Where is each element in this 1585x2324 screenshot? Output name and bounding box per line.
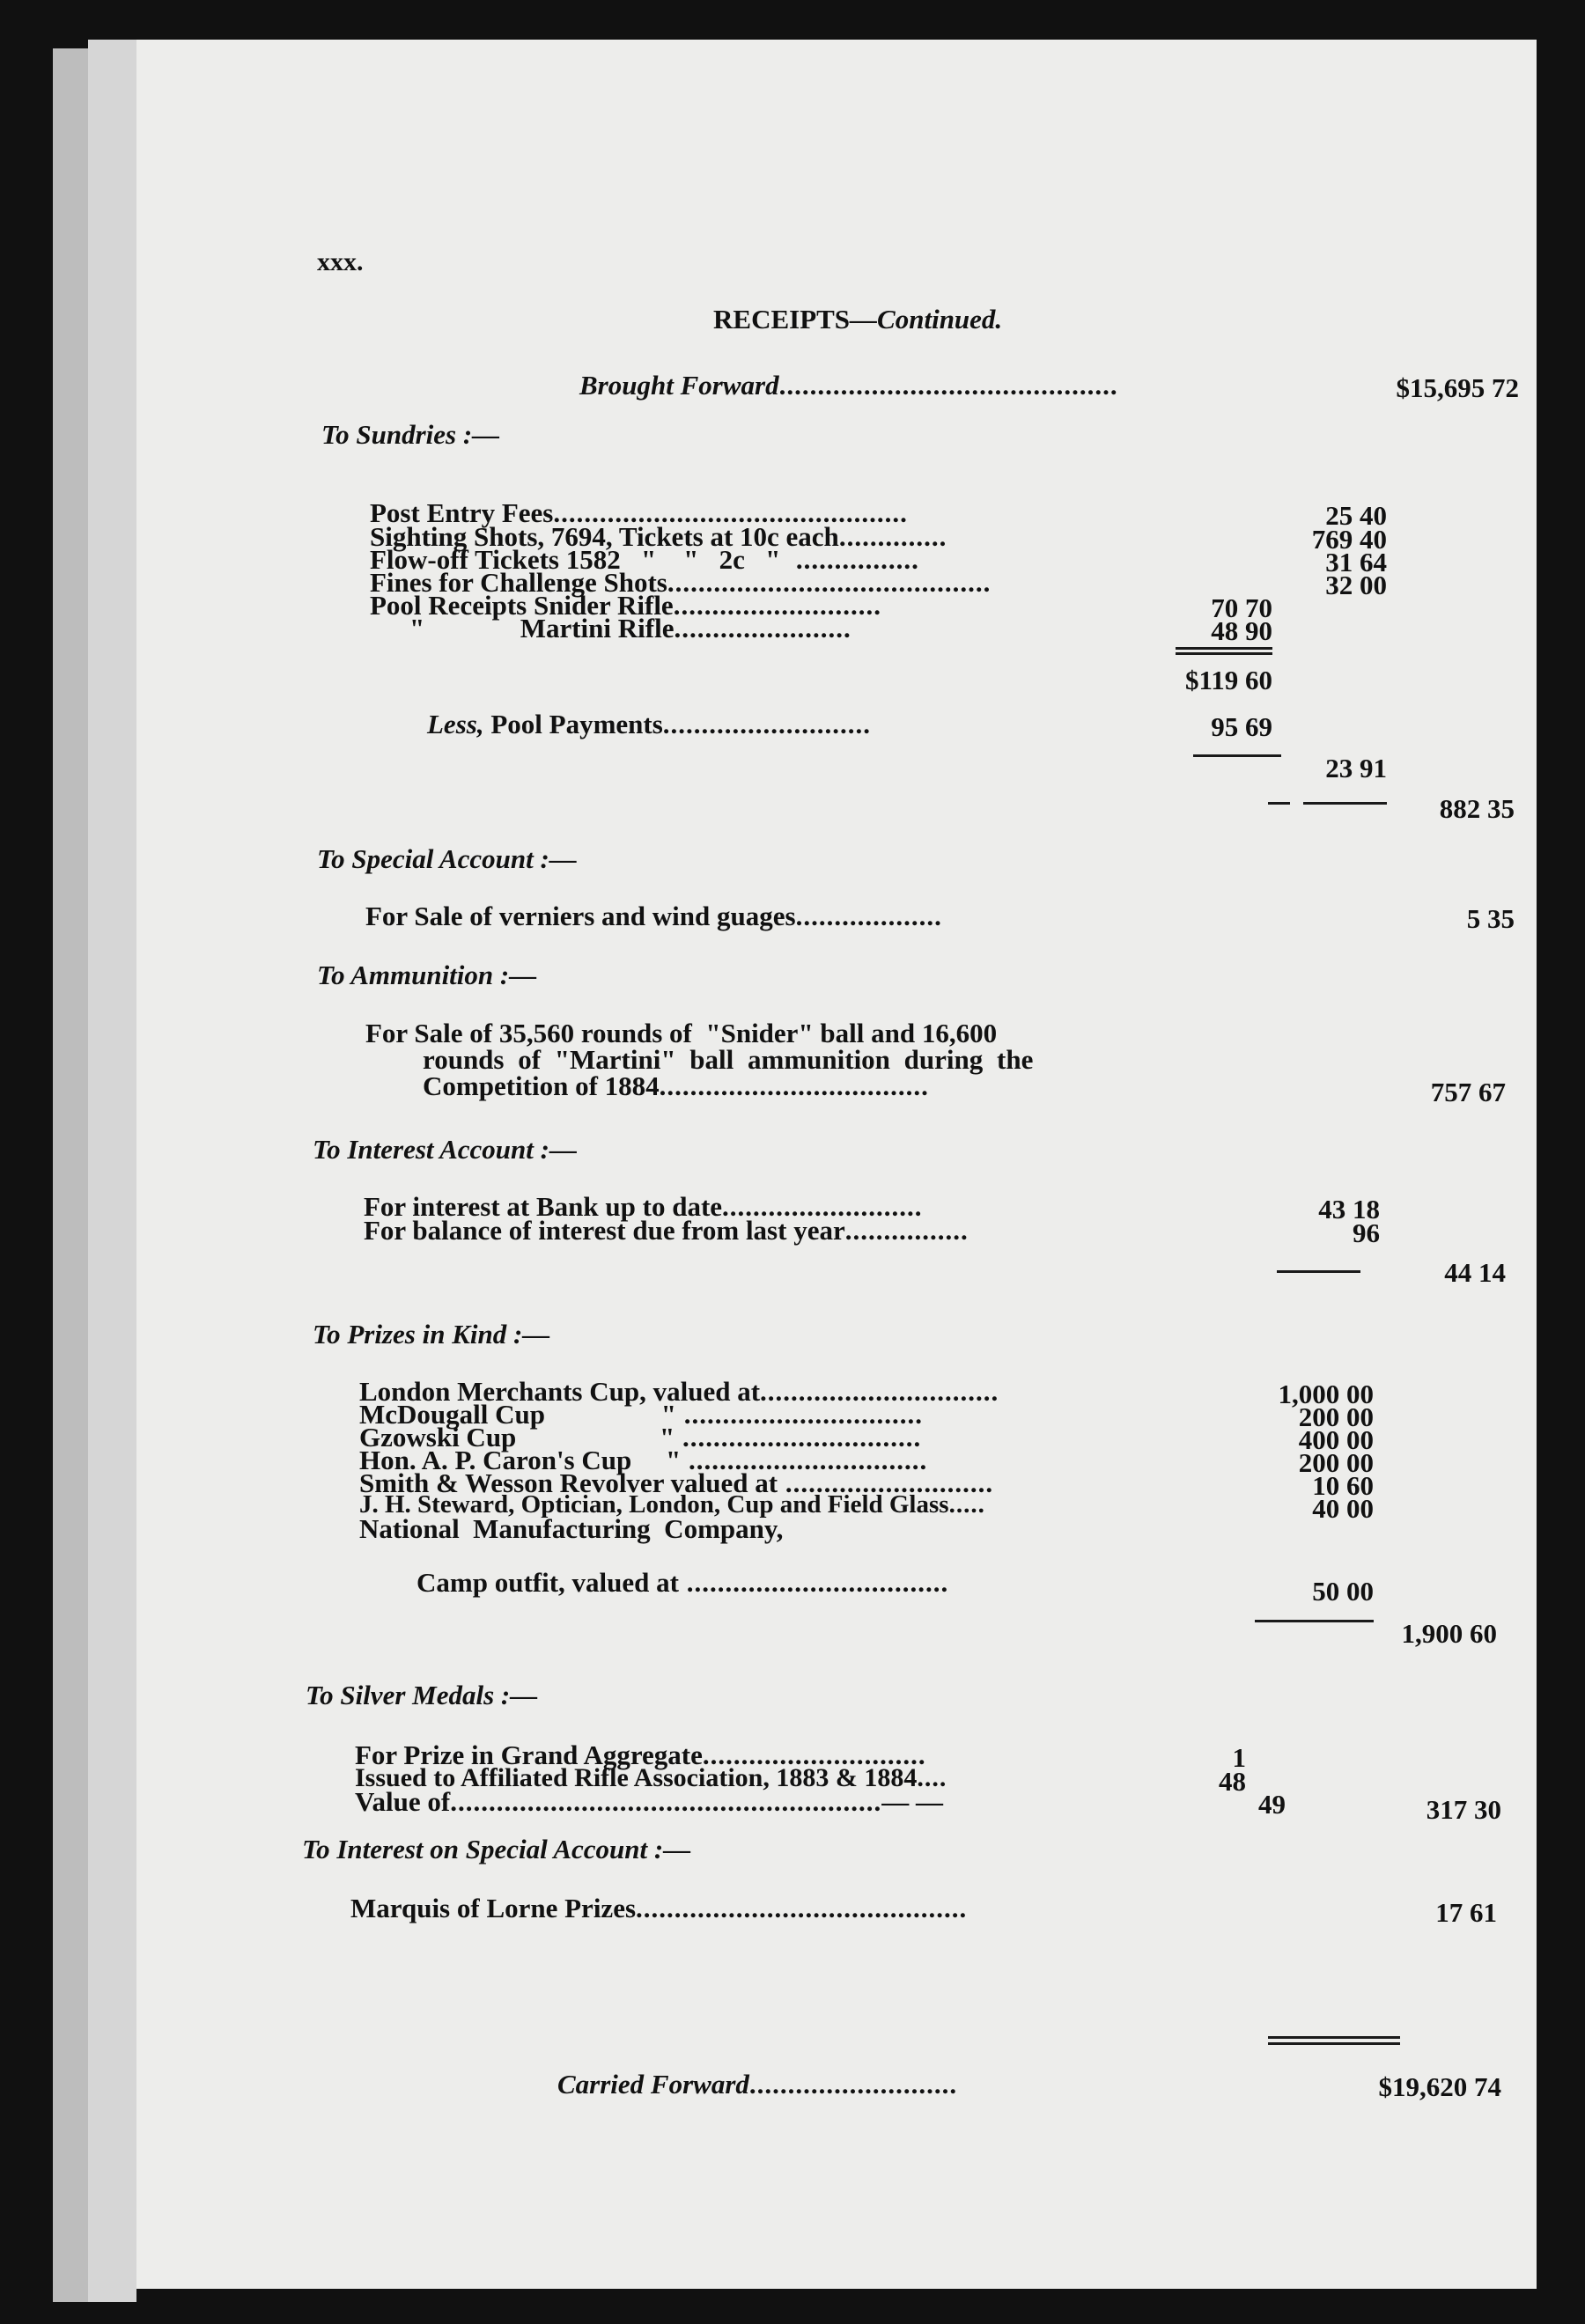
carried-forward-label: Carried Forward [557, 2069, 749, 2100]
line-label: Sighting Shots, 7694, Tickets at 10c each [370, 521, 839, 552]
line-label: Post Entry Fees [370, 497, 554, 528]
prize-amount: 50 00 [1312, 1576, 1374, 1607]
dot-leader: ................ [844, 1215, 969, 1246]
dot-leader: ................................... [659, 1070, 929, 1101]
sundries-mid-amount: 32 00 [1325, 570, 1387, 600]
line-label: Fines for Challenge Shots [370, 567, 667, 598]
sundries-total: 882 35 [1439, 793, 1515, 824]
dot-leader: ............................................ [778, 370, 1118, 401]
interest-mid-amount: 43 18 [1318, 1194, 1380, 1225]
prize-amount: 1,000 00 [1278, 1379, 1374, 1409]
sundries-net: 23 91 [1325, 753, 1387, 783]
sum-rule [1255, 1620, 1374, 1622]
brought-forward-amount: $15,695 72 [1396, 372, 1519, 403]
dot-leader: .............................................. [553, 497, 908, 528]
prize-amount: 200 00 [1298, 1447, 1374, 1478]
special-account-heading: To Special Account :— [317, 843, 577, 874]
less-line [427, 710, 871, 738]
line-label: National Manufacturing Company, [359, 1513, 784, 1544]
dot-leader: .............. [838, 521, 947, 552]
line-label: For balance of interest due from last year [364, 1215, 845, 1246]
dot-leader: ........................... [778, 1467, 994, 1498]
medal-value-line [355, 1788, 943, 1815]
prizes-in-kind-heading: To Prizes in Kind :— [313, 1319, 550, 1350]
line-label: " Martini Rifle [409, 613, 675, 644]
prize-line [417, 1569, 948, 1596]
dot-leader: ....................... [674, 613, 851, 644]
ammunition-line: rounds of "Martini" ball ammunition during the [423, 1044, 1034, 1075]
dot-leader: ............................... [760, 1376, 999, 1407]
interest-line [364, 1217, 969, 1244]
sundries-inner-amount: 70 70 [1211, 592, 1272, 623]
sundries-inner-amount: 48 90 [1211, 615, 1272, 646]
dot-leader: .......................... [722, 1191, 923, 1222]
sundries-mid-amount: 25 40 [1325, 500, 1387, 531]
prize-amount: 40 00 [1312, 1493, 1374, 1524]
pool-total: $119 60 [1184, 665, 1272, 695]
brought-forward-line [579, 371, 1118, 399]
document-page [136, 40, 1537, 2289]
dot-leader: ............................... [675, 1422, 922, 1452]
interest-special-heading: To Interest on Special Account :— [302, 1834, 691, 1864]
medal-count: 48 [1219, 1766, 1246, 1797]
prize-amount: 200 00 [1298, 1401, 1374, 1432]
sum-rule [1193, 754, 1281, 757]
less-text: Pool Payments [490, 709, 663, 739]
line-label: London Merchants Cup, valued at [359, 1376, 761, 1407]
medal-total-count: 49 [1258, 1789, 1286, 1820]
line-label: Camp outfit, valued at [417, 1567, 679, 1598]
line-label: For Prize in Grand Aggregate [355, 1739, 703, 1770]
sum-rule [1176, 647, 1272, 650]
interest-special-line [350, 1894, 967, 1922]
page-title-main: RECEIPTS [713, 304, 851, 335]
special-account-total: 5 35 [1466, 903, 1515, 934]
dot-leader: ..... [948, 1490, 985, 1519]
line-label: Pool Receipts Snider Rifle [370, 590, 674, 621]
line-label: Issued to Affiliated Rifle Association, 1883 & 1884 [355, 1763, 918, 1792]
sum-rule [1303, 802, 1387, 805]
silver-medals-total: 317 30 [1426, 1794, 1501, 1825]
sundries-heading: To Sundries :— [321, 419, 500, 450]
line-label: Value of [355, 1786, 451, 1817]
line-label: Marquis of Lorne Prizes [350, 1893, 637, 1923]
sum-rule [1268, 802, 1290, 805]
ammunition-total: 757 67 [1430, 1077, 1506, 1107]
dot-leader: ................ [780, 544, 919, 575]
dot-leader: ........................... [748, 2069, 958, 2100]
interest-account-total: 44 14 [1444, 1257, 1506, 1288]
dot-leader: .... [917, 1763, 947, 1792]
line-label: Flow-off Tickets 1582 " " 2c " [370, 544, 781, 575]
line-label: Hon. A. P. Caron's Cup " [359, 1445, 682, 1475]
interest-account-heading: To Interest Account :— [313, 1134, 577, 1165]
sundries-mid-amount: 31 64 [1325, 547, 1387, 577]
dash-leader: — — [881, 1786, 943, 1817]
page-title [713, 305, 1002, 333]
prize-amount: 400 00 [1298, 1424, 1374, 1455]
sum-rule [1176, 652, 1272, 655]
line-label: Smith & Wesson Revolver valued at [359, 1467, 778, 1498]
dot-leader: ........................... [673, 590, 881, 621]
prize-amount: 10 60 [1312, 1470, 1374, 1501]
prizes-in-kind-total: 1,900 60 [1401, 1618, 1497, 1649]
carried-forward-amount: $19,620 74 [1378, 2071, 1501, 2102]
prize-line [359, 1515, 783, 1542]
carried-forward-line [557, 2070, 957, 2098]
dot-leader: ................... [795, 901, 942, 931]
silver-medals-heading: To Silver Medals :— [306, 1680, 538, 1710]
dot-leader: ........................................... [636, 1893, 968, 1923]
dot-leader: ........................... [662, 709, 872, 739]
less-label: Less, [427, 709, 484, 739]
dot-leader: ............................... [675, 1399, 923, 1430]
ammunition-line [423, 1072, 929, 1099]
line-label: For interest at Bank up to date [364, 1191, 723, 1222]
line-label: McDougall Cup " [359, 1399, 676, 1430]
sundries-mid-amount: 769 40 [1311, 524, 1387, 555]
special-account-line [365, 902, 942, 930]
sum-rule [1268, 2036, 1400, 2039]
book-page-edge-inner [88, 40, 136, 2302]
pool-payments-amount: 95 69 [1211, 711, 1272, 742]
dot-leader: ........................................................ [450, 1786, 882, 1817]
dot-leader: ............................. [702, 1739, 926, 1770]
book-page-edge [53, 48, 88, 2302]
dot-leader: .................................. [678, 1567, 949, 1598]
ammunition-line: For Sale of 35,560 rounds of "Snider" ball and 16,600 [365, 1018, 998, 1048]
line-label: For Sale of verniers and wind guages [365, 901, 796, 931]
medal-count: 1 [1232, 1742, 1246, 1773]
page-title-suffix: —Continued. [850, 304, 1003, 335]
line-label: Competition of 1884 [423, 1070, 660, 1101]
interest-special-total: 17 61 [1435, 1897, 1497, 1928]
sum-rule [1268, 2042, 1400, 2045]
interest-mid-amount: 96 [1353, 1217, 1380, 1248]
sum-rule [1277, 1270, 1360, 1273]
dot-leader: ............................... [681, 1445, 928, 1475]
ammunition-heading: To Ammunition :— [317, 960, 537, 990]
page-number: xxx. [317, 247, 364, 276]
brought-forward-label: Brought Forward [579, 370, 779, 401]
dot-leader: .......................................... [667, 567, 992, 598]
sundries-line [409, 614, 851, 642]
line-label: J. H. Steward, Optician, London, Cup and Field Glass [359, 1490, 949, 1519]
line-label: Gzowski Cup " [359, 1422, 675, 1452]
